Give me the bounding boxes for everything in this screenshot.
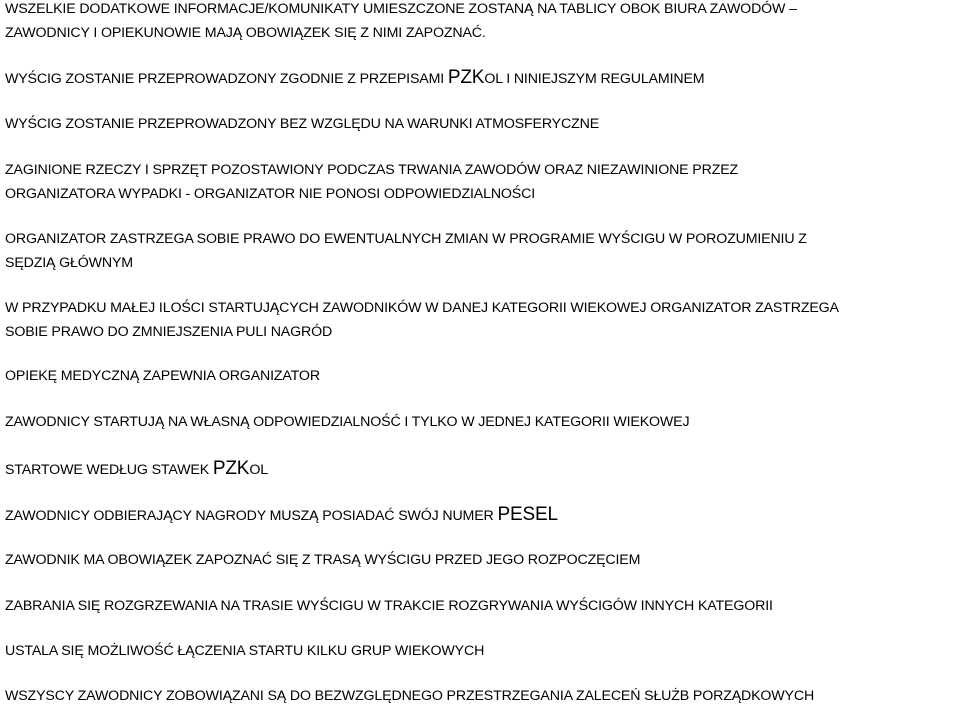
pesel-paragraph — [5, 503, 957, 529]
liability-paragraph — [5, 159, 957, 206]
paragraph-line: WYŚCIG ZOSTANIE PRZEPROWADZONY BEZ WZGLĘDU NA WARUNKI ATMOSFERYCZNE — [5, 116, 600, 132]
paragraph-text: OL I NINIEJSZYM REGULAMINEM — [484, 71, 705, 87]
pzk-abbrev: PZK — [212, 458, 250, 479]
pzk-abbrev: PZK — [447, 67, 485, 88]
paragraph-text: OL — [249, 462, 268, 478]
program-changes-paragraph — [5, 228, 957, 275]
prize-pool-paragraph — [5, 297, 957, 344]
weather-paragraph — [5, 113, 957, 137]
entry-fee-paragraph — [5, 457, 957, 483]
warmup-paragraph — [5, 595, 957, 619]
paragraph-line: ORGANIZATOR ZASTRZEGA SOBIE PRAWO DO EWENTUALNYCH ZMIAN W PROGRAMIE WYŚCIGU W POROZUMIENIU Z — [5, 231, 807, 247]
notice-board-paragraph — [5, 0, 957, 45]
paragraph-text: WYŚCIG ZOSTANIE PRZEPROWADZONY ZGODNIE Z PRZEPISAMI — [5, 71, 448, 87]
paragraph-text: STARTOWE WEDŁUG STAWEK — [5, 462, 213, 478]
group-start-paragraph — [5, 640, 957, 664]
own-responsibility-paragraph — [5, 411, 957, 435]
paragraph-line: W PRZYPADKU MAŁEJ ILOŚCI STARTUJĄCYCH ZAWODNIKÓW W DANEJ KATEGORII WIEKOWEJ ORGANIZATOR ZASTRZEGA — [5, 300, 839, 316]
paragraph-line: ZAGINIONE RZECZY I SPRZĘT POZOSTAWIONY PODCZAS TRWANIA ZAWODÓW ORAZ NIEZAWINIONE PRZEZ — [5, 162, 739, 178]
paragraph-line: ORGANIZATORA WYPADKI - ORGANIZATOR NIE PONOSI ODPOWIEDZIALNOŚCI — [5, 185, 535, 202]
paragraph-line: WSZYSCY ZAWODNICY ZOBOWIĄZANI SĄ DO BEZWZGLĘDNEGO PRZESTRZEGANIA ZALECEŃ SŁUŻB PORZĄDKOWYCH — [5, 688, 815, 704]
paragraph-text: ZAWODNICY ODBIERAJĄCY NAGRODY MUSZĄ POSIADAĆ SWÓJ NUMER — [5, 508, 498, 524]
paragraph-line: SOBIE PRAWO DO ZMNIEJSZENIA PULI NAGRÓD — [5, 323, 333, 340]
route-paragraph — [5, 549, 957, 573]
paragraph-line: ZAWODNIK MA OBOWIĄZEK ZAPOZNAĆ SIĘ Z TRASĄ WYŚCIGU PRZED JEGO ROZPOCZĘCIEM — [5, 552, 641, 568]
paragraph-line: ZAWODNICY I OPIEKUNOWIE MAJĄ OBOWIĄZEK SIĘ Z NIMI ZAPOZNAĆ. — [5, 24, 486, 41]
paragraph-line: SĘDZIĄ GŁÓWNYM — [5, 254, 133, 271]
medical-care-paragraph — [5, 365, 957, 389]
pesel-abbrev: PESEL — [497, 504, 558, 525]
paragraph-line: OPIEKĘ MEDYCZNĄ ZAPEWNIA ORGANIZATOR — [5, 368, 320, 384]
paragraph-line: ZABRANIA SIĘ ROZGRZEWANIA NA TRASIE WYŚCIGU W TRAKCIE ROZGRYWANIA WYŚCIGÓW INNYCH KATEGORII — [5, 598, 773, 614]
paragraph-line: USTALA SIĘ MOŻLIWOŚĆ ŁĄCZENIA STARTU KILKU GRUP WIEKOWYCH — [5, 643, 485, 659]
pzkol-rules-paragraph — [5, 66, 957, 92]
paragraph-line: WSZELKIE DODATKOWE INFORMACJE/KOMUNIKATY UMIESZCZONE ZOSTANĄ NA TABLICY OBOK BIURA ZAWODÓW – — [5, 1, 797, 17]
paragraph-line: ZAWODNICY STARTUJĄ NA WŁASNĄ ODPOWIEDZIALNOŚĆ I TYLKO W JEDNEJ KATEGORII WIEKOWEJ — [5, 414, 690, 430]
